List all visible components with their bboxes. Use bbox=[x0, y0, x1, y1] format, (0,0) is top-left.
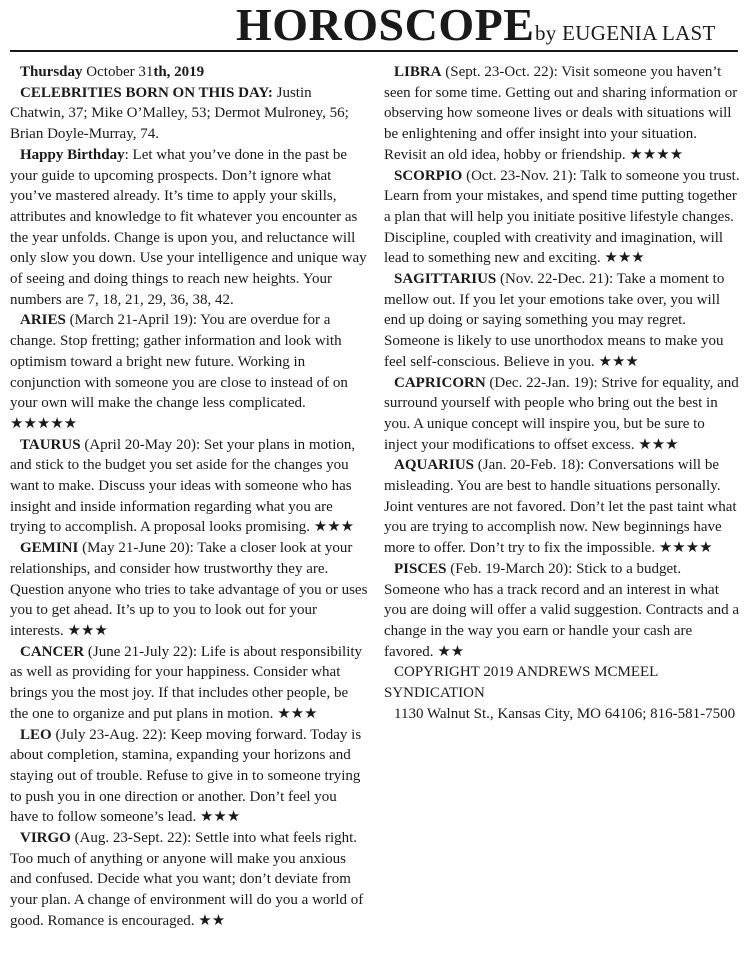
star-rating: ★★★★★ bbox=[10, 415, 78, 432]
birthday-text: : Let what you’ve done in the past be your guide to upcoming prospects. Don’t ignore what you’ve mastered already. It’s time to apply your skills, attributes and knowledge to fit whatever you encounter as the year unfolds. Change is upon you, and reluctance will only slow you down. Use your intelligence and unique way of seeing and doing things to reach new heights. Your numbers are 7, 18, 21, 29, 36, 38, 42. bbox=[10, 146, 367, 308]
star-rating: ★★★ bbox=[199, 809, 241, 826]
date-line bbox=[10, 62, 368, 83]
sign-text: Talk to someone you trust. Learn from your mistakes, and spend time putting together a plan that will help you initiate positive lifestyle changes. Discipline, coupled with creativity and imagination, will lead to something new and exciting. bbox=[384, 167, 740, 267]
sign-dates: (June 21-July 22): bbox=[84, 643, 201, 660]
star-rating: ★★★ bbox=[604, 250, 645, 267]
sign-dates: (April 20-May 20): bbox=[80, 436, 204, 453]
star-rating: ★★★ bbox=[67, 622, 108, 639]
sign-aries bbox=[10, 310, 368, 434]
sign-aquarius bbox=[384, 455, 740, 559]
copyright-notice: COPYRIGHT 2019 ANDREWS MCMEEL SYNDICATION bbox=[384, 664, 658, 702]
sign-pisces bbox=[384, 559, 740, 663]
sign-cancer bbox=[10, 642, 368, 725]
celebrities-text: Justin Chatwin, 37; Mike O’Malley, 53; Dermot Mulroney, 56; Brian Doyle-Murray, 74. bbox=[10, 84, 349, 143]
date-month-day: October 31 bbox=[86, 64, 154, 80]
byline: by EUGENIA LAST bbox=[535, 21, 716, 45]
sign-text: Take a moment to mellow out. If you let your emotions take over, you will end up doing or saying something you may regret. Someone is likely to use unorthodox means to make you feel self-conscious. Believe in you. bbox=[384, 271, 725, 370]
sign-gemini bbox=[10, 538, 368, 642]
star-rating: ★★ bbox=[437, 643, 465, 660]
sign-text: Strive for equality, and surround yourself with people who bring out the best in you. A unique concept will inspire you, but be sure to inject your modifications to offset excess. bbox=[384, 374, 739, 453]
star-rating: ★★★ bbox=[638, 436, 679, 453]
sign-text: Settle into what feels right. Too much of anything or anyone will make you anxious and confused. Decide what you want; don’t deviate from your plan. A change of environment will do you a world of good. Romance is encouraged. bbox=[10, 830, 364, 929]
header-rule bbox=[10, 50, 738, 52]
sign-name: TAURUS bbox=[20, 436, 81, 453]
star-rating: ★★★★ bbox=[629, 146, 684, 163]
sign-dates: (May 21-June 20): bbox=[78, 540, 198, 557]
page-title: HOROSCOPE bbox=[236, 0, 535, 50]
sign-text: Set your plans in motion, and stick to the budget you set aside for the changes you want to make. Discuss your ideas with someone who has insight and inside information regarding what you are trying to accomplish. A proposal looks promising. bbox=[10, 436, 356, 536]
sign-libra bbox=[384, 62, 740, 166]
sign-dates: (Nov. 22-Dec. 21): bbox=[496, 271, 617, 288]
sign-text: Stick to a budget. Someone who has a track record and an interest in what you are doing will offer a valid suggestion. Contracts and a change in the way you earn or handle your cash are favored. bbox=[384, 560, 740, 660]
sign-name: AQUARIUS bbox=[394, 457, 475, 474]
sign-dates: (Sept. 23-Oct. 22): bbox=[441, 64, 562, 80]
sign-name: CANCER bbox=[20, 643, 85, 660]
sign-name: PISCES bbox=[394, 560, 447, 577]
left-column bbox=[10, 62, 368, 932]
sign-name: ARIES bbox=[20, 312, 66, 329]
star-rating: ★★★★ bbox=[658, 540, 713, 557]
sign-text: Keep moving forward. Today is about completion, stamina, expanding your horizons and staying out of trouble. Refuse to give in to someone trying to push you in one direction or another. Don’t feel you have to follow someone’s lead. bbox=[10, 726, 362, 826]
sign-name: SCORPIO bbox=[394, 167, 463, 184]
sign-leo bbox=[10, 725, 368, 829]
birthday-paragraph bbox=[10, 145, 368, 311]
sign-scorpio bbox=[384, 166, 740, 270]
sign-text: Conversations will be misleading. You are best to handle situations personally. Joint ventures are not favored. Don’t let the past taint what you are trying to accomplish now. New beginnings have more to offer. Don’t try to fix the impossible. bbox=[384, 457, 737, 557]
sign-name: SAGITTARIUS bbox=[394, 271, 497, 288]
sign-text: Life is about responsibility as well as providing for your happiness. Consider what brings you the most joy. If that includes other people, be the one to organize and put plans in motion. bbox=[10, 643, 363, 722]
birthday-label: Happy Birthday bbox=[20, 146, 125, 163]
celebrities-paragraph bbox=[10, 83, 368, 145]
sign-name: LIBRA bbox=[394, 64, 442, 80]
celebrities-label: CELEBRITIES BORN ON THIS DAY: bbox=[20, 84, 273, 101]
sign-sagittarius bbox=[384, 269, 740, 373]
star-rating: ★★★ bbox=[277, 705, 318, 722]
star-rating: ★★ bbox=[198, 912, 226, 929]
sign-dates: (March 21-April 19): bbox=[65, 312, 201, 329]
sign-dates: (Dec. 22-Jan. 19): bbox=[485, 374, 602, 391]
sign-dates: (Aug. 23-Sept. 22): bbox=[70, 830, 195, 847]
sign-virgo bbox=[10, 828, 368, 932]
sign-text: Visit someone you haven’t seen for some time. Getting out and sharing information or observing how someone lives or deals with situations will be enlightening and offer insight into your situation. Revisit an old idea, hobby or friendship. bbox=[384, 64, 738, 163]
sign-name: GEMINI bbox=[20, 540, 79, 557]
right-column bbox=[384, 62, 740, 725]
sign-dates: (Oct. 23-Nov. 21): bbox=[462, 167, 581, 184]
star-rating: ★★★ bbox=[313, 519, 355, 536]
syndicate-address: 1130 Walnut St., Kansas City, MO 64106; 816-581-7500 bbox=[394, 705, 736, 722]
sign-name: LEO bbox=[20, 726, 52, 743]
sign-dates: (July 23-Aug. 22): bbox=[51, 726, 171, 743]
masthead bbox=[10, 0, 738, 52]
sign-dates: (Feb. 19-March 20): bbox=[446, 560, 577, 577]
date-suffix: th, 2019 bbox=[153, 64, 205, 80]
date-day: Thursday bbox=[20, 64, 83, 80]
sign-dates: (Jan. 20-Feb. 18): bbox=[474, 457, 589, 474]
sign-name: VIRGO bbox=[20, 830, 71, 847]
sign-text: Take a closer look at your relationships, and consider how trustworthy they are. Question anyone who tries to take advantage of you or uses you to get ahead. It’s up to you to look out for your interests. bbox=[10, 540, 368, 639]
sign-capricorn bbox=[384, 373, 740, 456]
sign-name: CAPRICORN bbox=[394, 374, 486, 391]
star-rating: ★★★ bbox=[598, 353, 639, 370]
sign-taurus bbox=[10, 435, 368, 539]
sign-text: You are overdue for a change. Stop fretting; gather information and look with optimism toward a bright new future. Working in conjunction with someone you are close to instead of on your own will make the change less complicated. bbox=[10, 312, 348, 412]
